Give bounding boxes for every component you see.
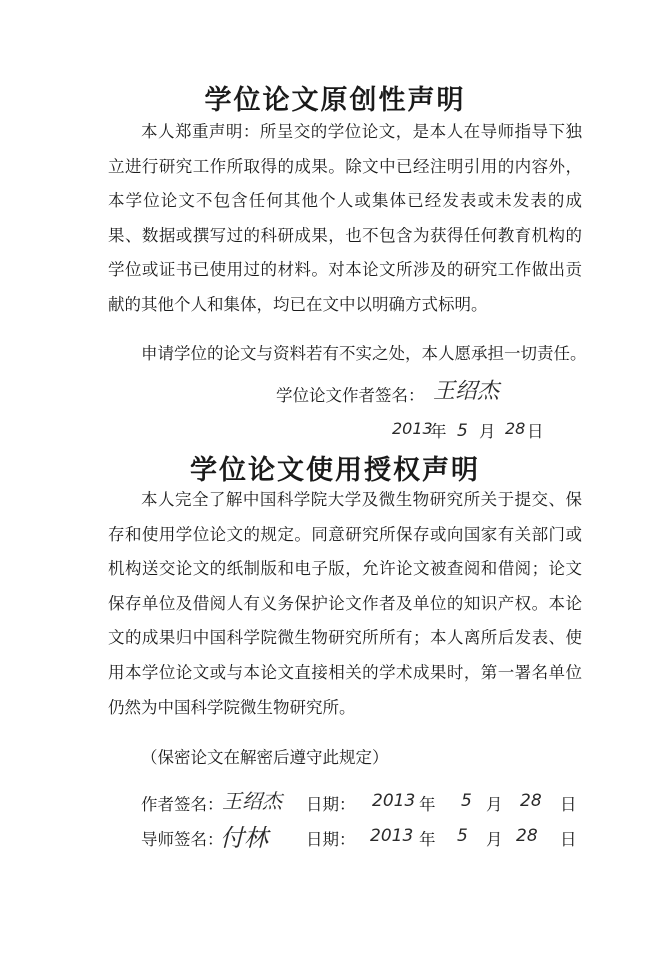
author-date-day: 28 xyxy=(520,791,542,811)
advisor-sign-label: 导师签名： xyxy=(141,830,224,849)
advisor-date-day: 28 xyxy=(516,826,538,846)
advisor-date-month-unit: 月 xyxy=(486,830,503,849)
date-month-handwritten: 5 xyxy=(457,421,468,441)
advisor-date-day-unit: 日 xyxy=(560,830,577,849)
author-date-month-unit: 月 xyxy=(486,795,503,814)
author-date-year-unit: 年 xyxy=(419,795,436,814)
author-date-label: 日期： xyxy=(306,795,356,814)
author-date-year: 2013 xyxy=(372,791,416,811)
authorization-body: 本人完全了解中国科学院大学及微生物研究所关于提交、保存和使用学位论文的规定。同意研究所保存或向国家有关部门或机构送交论文的纸制版和电子版，允许论文被查阅和借阅；论文保存单位及借阅人有义务保护论文作者及单位的知识产权。本论文的成果归中国科学院微生物研究所所有；本人离所后发表、使用本学位论文或与本论文直接相关的学术成果时，第一署名单位仍然为中国科学院微生物研究所。 xyxy=(108,490,582,717)
advisor-date-year: 2013 xyxy=(370,826,414,846)
originality-body: 本人郑重声明：所呈交的学位论文，是本人在导师指导下独立进行研究工作所取得的成果。除文中已经注明引用的内容外，本学位论文不包含任何其他个人或集体已经发表或未发表的成果、数据或撰写过的科研成果，也不包含为获得任何教育机构的学位或证书已使用过的材料。对本论文所涉及的研究工作做出贡献的其他个人和集体，均已在文中以明确方式标明。 xyxy=(108,122,582,314)
date-year-unit: 年 xyxy=(430,422,447,441)
advisor-sign-handwritten: 付林 xyxy=(220,824,268,852)
confidential-note: （保密论文在解密后遵守此规定） xyxy=(141,748,389,767)
author-signature-handwritten: 王绍杰 xyxy=(433,379,500,404)
author-sign-handwritten: 王绍杰 xyxy=(222,789,282,813)
author-date-day-unit: 日 xyxy=(560,795,577,814)
date-day-handwritten: 28 xyxy=(505,419,526,438)
author-signature-label: 学位论文作者签名： xyxy=(276,386,425,405)
originality-title: 学位论文原创性声明 xyxy=(204,85,466,116)
advisor-date-label: 日期： xyxy=(306,830,356,849)
author-date-month: 5 xyxy=(461,791,472,811)
date-year-handwritten: 2013 xyxy=(392,419,433,438)
responsibility-statement: 申请学位的论文与资料若有不实之处，本人愿承担一切责任。 xyxy=(141,344,587,363)
date-month-unit: 月 xyxy=(479,422,496,441)
author-sign-label: 作者签名： xyxy=(141,795,224,814)
authorization-title: 学位论文使用授权声明 xyxy=(190,455,480,486)
advisor-date-year-unit: 年 xyxy=(419,830,436,849)
date-day-unit: 日 xyxy=(527,422,544,441)
advisor-date-month: 5 xyxy=(457,826,468,846)
